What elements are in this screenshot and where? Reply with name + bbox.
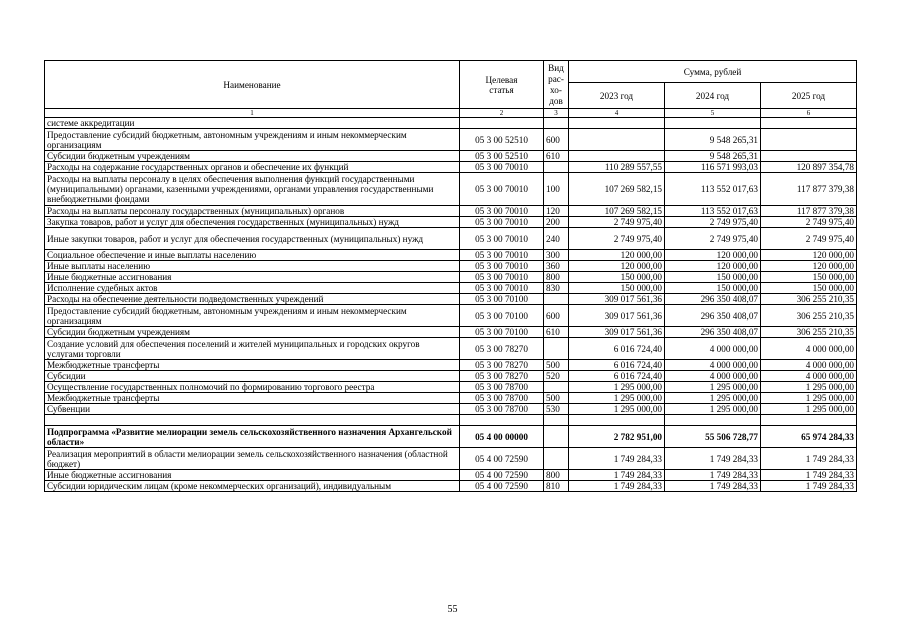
row-sum-2024: 1 749 284,33 (665, 448, 761, 470)
row-sum-2024: 296 350 408,07 (665, 305, 761, 327)
row-expense-type: 530 (544, 404, 569, 415)
row-expense-type: 500 (544, 393, 569, 404)
row-sum-2023: 6 016 724,40 (569, 338, 665, 360)
row-sum-2025: 1 295 000,00 (761, 393, 857, 404)
row-sum-2024 (665, 118, 761, 129)
row-sum-2025: 65 974 284,33 (761, 426, 857, 448)
row-name: Социальное обеспечение и иные выплаты населению (45, 250, 460, 261)
page-number: 55 (447, 604, 458, 615)
row-expense-type: 120 (544, 206, 569, 217)
row-target-article: 05 3 00 78700 (460, 382, 544, 393)
row-expense-type: 200 (544, 217, 569, 228)
row-sum-2024: 9 548 265,31 (665, 151, 761, 162)
column-index: 3 (544, 109, 569, 118)
row-expense-type (544, 426, 569, 448)
row-target-article: 05 3 00 78270 (460, 371, 544, 382)
row-expense-type: 100 (544, 173, 569, 206)
row-sum-2025: 2 749 975,40 (761, 228, 857, 250)
row-target-article: 05 3 00 78700 (460, 393, 544, 404)
row-sum-2025: 1 749 284,33 (761, 481, 857, 492)
row-sum-2024: 150 000,00 (665, 272, 761, 283)
row-expense-type (544, 382, 569, 393)
row-target-article: 05 3 00 70100 (460, 294, 544, 305)
header-year-2025: 2025 год (761, 83, 857, 109)
row-expense-type (544, 338, 569, 360)
row-target-article: 05 4 00 72590 (460, 470, 544, 481)
table-row (45, 338, 857, 360)
table-row (45, 206, 857, 217)
row-sum-2025 (761, 151, 857, 162)
table-row (45, 261, 857, 272)
row-name: Расходы на обеспечение деятельности подведомственных учреждений (45, 294, 460, 305)
table-row (45, 151, 857, 162)
row-sum-2024: 296 350 408,07 (665, 327, 761, 338)
row-sum-2024: 1 749 284,33 (665, 470, 761, 481)
row-sum-2025: 4 000 000,00 (761, 360, 857, 371)
table-row (45, 272, 857, 283)
row-expense-type (544, 162, 569, 173)
row-sum-2023: 2 749 975,40 (569, 217, 665, 228)
row-target-article: 05 3 00 70010 (460, 228, 544, 250)
row-sum-2024: 120 000,00 (665, 250, 761, 261)
row-sum-2023: 1 295 000,00 (569, 382, 665, 393)
row-sum-2025: 1 749 284,33 (761, 448, 857, 470)
row-sum-2023: 309 017 561,36 (569, 327, 665, 338)
table-row (45, 404, 857, 415)
row-sum-2024: 296 350 408,07 (665, 294, 761, 305)
row-expense-type: 500 (544, 360, 569, 371)
row-sum-2023: 1 749 284,33 (569, 481, 665, 492)
row-expense-type: 600 (544, 129, 569, 151)
row-sum-2025: 306 255 210,35 (761, 327, 857, 338)
row-sum-2025: 120 000,00 (761, 250, 857, 261)
row-expense-type (544, 118, 569, 129)
table-row (45, 129, 857, 151)
row-sum-2023: 120 000,00 (569, 261, 665, 272)
row-sum-2024: 9 548 265,31 (665, 129, 761, 151)
table-row (45, 360, 857, 371)
row-name: Предоставление субсидий бюджетным, автономным учреждениям и иным некоммерческим организациям (45, 129, 460, 151)
row-expense-type: 800 (544, 272, 569, 283)
header-name: Наименование (45, 61, 460, 109)
row-expense-type: 830 (544, 283, 569, 294)
row-expense-type: 360 (544, 261, 569, 272)
row-sum-2023: 1 749 284,33 (569, 470, 665, 481)
row-sum-2025 (761, 415, 857, 426)
row-sum-2025: 2 749 975,40 (761, 217, 857, 228)
header-expense-type: Вид рас- хо- дов (544, 61, 569, 109)
row-sum-2023: 1 295 000,00 (569, 393, 665, 404)
row-expense-type: 610 (544, 327, 569, 338)
row-name: Субсидии бюджетным учреждениям (45, 327, 460, 338)
row-sum-2023: 2 749 975,40 (569, 228, 665, 250)
row-name: Реализация мероприятий в области мелиорации земель сельскохозяйственного назначения (областной бюджет) (45, 448, 460, 470)
row-expense-type: 800 (544, 470, 569, 481)
row-expense-type: 610 (544, 151, 569, 162)
row-sum-2024: 1 295 000,00 (665, 393, 761, 404)
row-sum-2025: 306 255 210,35 (761, 294, 857, 305)
header-year-2023: 2023 год (569, 83, 665, 109)
row-target-article: 05 4 00 72590 (460, 448, 544, 470)
row-sum-2024: 1 295 000,00 (665, 382, 761, 393)
table-row (45, 118, 857, 129)
row-name: Осуществление государственных полномочий по формированию торгового реестра (45, 382, 460, 393)
row-name: Межбюджетные трансферты (45, 393, 460, 404)
row-name: Субсидии (45, 371, 460, 382)
row-sum-2024: 116 571 993,03 (665, 162, 761, 173)
row-sum-2023 (569, 129, 665, 151)
row-sum-2024: 4 000 000,00 (665, 371, 761, 382)
table-row (45, 393, 857, 404)
row-sum-2024 (665, 415, 761, 426)
row-name: Расходы на содержание государственных органов и обеспечение их функций (45, 162, 460, 173)
column-index-row (45, 109, 857, 118)
row-target-article: 05 3 00 70010 (460, 261, 544, 272)
table-row (45, 470, 857, 481)
header-year-2024: 2024 год (665, 83, 761, 109)
row-sum-2025: 120 897 354,78 (761, 162, 857, 173)
row-sum-2025 (761, 118, 857, 129)
row-sum-2023 (569, 151, 665, 162)
row-target-article: 05 3 00 70100 (460, 327, 544, 338)
row-name: Иные выплаты населению (45, 261, 460, 272)
row-expense-type (544, 294, 569, 305)
row-sum-2023 (569, 118, 665, 129)
row-sum-2024: 150 000,00 (665, 283, 761, 294)
row-sum-2023: 150 000,00 (569, 283, 665, 294)
row-target-article: 05 3 00 78270 (460, 338, 544, 360)
table-row (45, 382, 857, 393)
row-name: системе аккредитации (45, 118, 460, 129)
table-row (45, 448, 857, 470)
column-index: 5 (665, 109, 761, 118)
row-sum-2025 (761, 129, 857, 151)
table-row (45, 305, 857, 327)
table-body (45, 118, 857, 492)
row-name: Иные бюджетные ассигнования (45, 272, 460, 283)
row-target-article: 05 3 00 52510 (460, 129, 544, 151)
table-row (45, 228, 857, 250)
row-sum-2023: 107 269 582,15 (569, 173, 665, 206)
row-target-article: 05 4 00 00000 (460, 426, 544, 448)
row-target-article (460, 118, 544, 129)
row-sum-2024: 4 000 000,00 (665, 360, 761, 371)
row-name: Создание условий для обеспечения поселений и жителей муниципальных и городских округов услугами торговли (45, 338, 460, 360)
table-row (45, 327, 857, 338)
row-sum-2024: 4 000 000,00 (665, 338, 761, 360)
row-sum-2023: 2 782 951,00 (569, 426, 665, 448)
column-index: 1 (45, 109, 460, 118)
row-name: Межбюджетные трансферты (45, 360, 460, 371)
row-sum-2023: 150 000,00 (569, 272, 665, 283)
row-name: Исполнение судебных актов (45, 283, 460, 294)
row-sum-2024: 120 000,00 (665, 261, 761, 272)
row-sum-2024: 55 506 728,77 (665, 426, 761, 448)
row-sum-2024: 1 749 284,33 (665, 481, 761, 492)
row-target-article: 05 3 00 70010 (460, 162, 544, 173)
row-sum-2025: 117 877 379,38 (761, 206, 857, 217)
row-sum-2025: 306 255 210,35 (761, 305, 857, 327)
row-name: Расходы на выплаты персоналу в целях обеспечения выполнения функций государственными (муниципальными) органами, казенными учреждениями, органами управления государственными внебюджетными фондами (45, 173, 460, 206)
row-sum-2024: 113 552 017,63 (665, 173, 761, 206)
column-index: 6 (761, 109, 857, 118)
table-row (45, 217, 857, 228)
row-name: Субсидии бюджетным учреждениям (45, 151, 460, 162)
table-row (45, 481, 857, 492)
row-target-article: 05 3 00 52510 (460, 151, 544, 162)
row-sum-2025: 150 000,00 (761, 283, 857, 294)
row-expense-type (544, 448, 569, 470)
row-sum-2025: 1 295 000,00 (761, 382, 857, 393)
row-sum-2023: 309 017 561,36 (569, 305, 665, 327)
row-target-article: 05 3 00 70100 (460, 305, 544, 327)
row-target-article: 05 3 00 78270 (460, 360, 544, 371)
table-row (45, 426, 857, 448)
row-expense-type: 300 (544, 250, 569, 261)
header-target-article: Целевая статья (460, 61, 544, 109)
table-row (45, 250, 857, 261)
row-target-article: 05 3 00 70010 (460, 173, 544, 206)
row-name: Предоставление субсидий бюджетным, автономным учреждениям и иным некоммерческим организациям (45, 305, 460, 327)
table-row (45, 415, 857, 426)
row-sum-2025: 117 877 379,38 (761, 173, 857, 206)
header-sum: Сумма, рублей (569, 61, 857, 83)
row-name (45, 415, 460, 426)
row-target-article (460, 415, 544, 426)
row-sum-2023: 1 295 000,00 (569, 404, 665, 415)
table-row (45, 173, 857, 206)
row-sum-2025: 4 000 000,00 (761, 371, 857, 382)
row-sum-2025: 1 749 284,33 (761, 470, 857, 481)
row-expense-type: 600 (544, 305, 569, 327)
row-sum-2025: 150 000,00 (761, 272, 857, 283)
row-name: Субвенции (45, 404, 460, 415)
row-sum-2023: 107 269 582,15 (569, 206, 665, 217)
row-target-article: 05 3 00 70010 (460, 206, 544, 217)
row-sum-2024: 2 749 975,40 (665, 217, 761, 228)
row-sum-2023: 6 016 724,40 (569, 371, 665, 382)
row-name: Расходы на выплаты персоналу государственных (муниципальных) органов (45, 206, 460, 217)
table-row (45, 162, 857, 173)
row-sum-2023: 110 289 557,55 (569, 162, 665, 173)
row-sum-2023: 309 017 561,36 (569, 294, 665, 305)
table-row (45, 283, 857, 294)
row-target-article: 05 3 00 78700 (460, 404, 544, 415)
row-name: Иные закупки товаров, работ и услуг для обеспечения государственных (муниципальных) нужд (45, 228, 460, 250)
table-row (45, 371, 857, 382)
row-sum-2023: 1 749 284,33 (569, 448, 665, 470)
budget-table-sheet (44, 60, 856, 492)
row-sum-2024: 1 295 000,00 (665, 404, 761, 415)
column-index: 2 (460, 109, 544, 118)
row-expense-type: 240 (544, 228, 569, 250)
row-target-article: 05 4 00 72590 (460, 481, 544, 492)
row-sum-2025: 120 000,00 (761, 261, 857, 272)
row-name: Закупка товаров, работ и услуг для обеспечения государственных (муниципальных) нужд (45, 217, 460, 228)
row-name: Подпрограмма «Развитие мелиорации земель сельскохозяйственного назначения Архангельской области» (45, 426, 460, 448)
row-target-article: 05 3 00 70010 (460, 250, 544, 261)
row-sum-2024: 2 749 975,40 (665, 228, 761, 250)
row-target-article: 05 3 00 70010 (460, 283, 544, 294)
row-expense-type: 520 (544, 371, 569, 382)
budget-table (44, 60, 857, 492)
row-sum-2023 (569, 415, 665, 426)
row-sum-2024: 113 552 017,63 (665, 206, 761, 217)
row-expense-type (544, 415, 569, 426)
row-sum-2025: 4 000 000,00 (761, 338, 857, 360)
row-target-article: 05 3 00 70010 (460, 272, 544, 283)
row-sum-2023: 6 016 724,40 (569, 360, 665, 371)
row-sum-2025: 1 295 000,00 (761, 404, 857, 415)
row-expense-type: 810 (544, 481, 569, 492)
row-sum-2023: 120 000,00 (569, 250, 665, 261)
table-header-row (45, 61, 857, 83)
row-name: Субсидии юридическим лицам (кроме некоммерческих организаций), индивидуальным (45, 481, 460, 492)
column-index: 4 (569, 109, 665, 118)
table-row (45, 294, 857, 305)
row-name: Иные бюджетные ассигнования (45, 470, 460, 481)
row-target-article: 05 3 00 70010 (460, 217, 544, 228)
